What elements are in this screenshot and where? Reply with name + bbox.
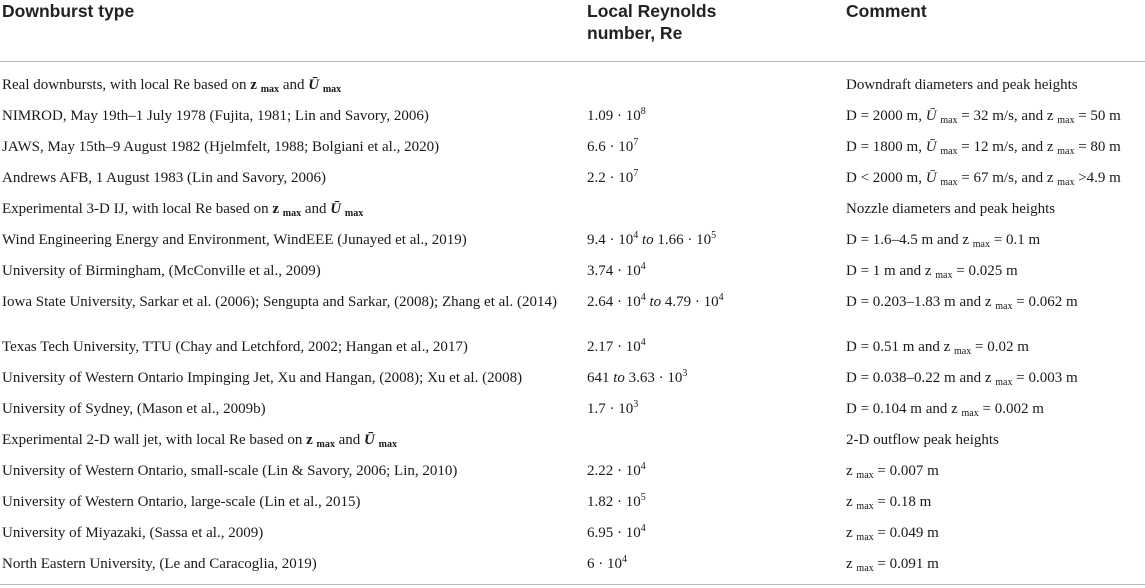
header-reynolds-line2: number, Re <box>587 23 683 43</box>
comment-cell: D = 1800 m, Ū $_{max}$ = 12 m/s, and z $_{max}$ = 80 m <box>846 139 1121 157</box>
downburst-type-cell: Iowa State University, Sarkar et al. (2006); Sengupta and Sarkar, (2008); Zhang et al. (2014) <box>2 294 557 310</box>
comment-cell: z $_{max}$ = 0.091 m <box>846 556 939 574</box>
reynolds-number-cell: $6 \cdot 10^4$ <box>587 554 627 572</box>
table-row <box>0 369 1145 400</box>
section-comment: 2-D outflow peak heights <box>846 432 999 448</box>
downburst-type-cell: JAWS, May 15th–9 August 1982 (Hjelmfelt, 1988; Bolgiani et al., 2020) <box>2 139 440 155</box>
downburst-type-cell: University of Birmingham, (McConville et al., 2009) <box>2 263 321 279</box>
table-row <box>0 231 1145 262</box>
reynolds-number-cell: $1.82 \cdot 10^5$ <box>587 492 646 510</box>
table-row <box>0 493 1145 524</box>
reynolds-number-cell: $9.4 \cdot 10^4$ to $1.66 \cdot 10^5$ <box>587 230 717 248</box>
table-row <box>0 555 1145 586</box>
comment-cell: D = 0.038–0.22 m and z $_{max}$ = 0.003 m <box>846 370 1078 388</box>
comment-cell: D < 2000 m, Ū $_{max}$ = 67 m/s, and z $_{max}$ >4.9 m <box>846 170 1121 188</box>
comment-cell: z $_{max}$ = 0.007 m <box>846 463 939 481</box>
comment-cell: D = 1.6–4.5 m and z $_{max}$ = 0.1 m <box>846 232 1041 250</box>
reynolds-number-cell: $6.95 \cdot 10^4$ <box>587 523 646 541</box>
comment-cell: D = 1 m and z $_{max}$ = 0.025 m <box>846 263 1018 281</box>
table-row <box>0 524 1145 555</box>
table-row <box>0 169 1145 200</box>
downburst-type-cell: North Eastern University, (Le and Caracoglia, 2019) <box>2 556 317 572</box>
downburst-type-cell: NIMROD, May 19th–1 July 1978 (Fujita, 1981; Lin and Savory, 2006) <box>2 108 429 124</box>
downburst-type-cell: University of Sydney, (Mason et al., 2009b) <box>2 401 266 417</box>
reynolds-number-cell: $6.6 \cdot 10^7$ <box>587 137 639 155</box>
downburst-type-cell: University of Western Ontario, large-scale (Lin et al., 2015) <box>2 494 361 510</box>
comment-cell: D = 0.203–1.83 m and z $_{max}$ = 0.062 m <box>846 294 1078 312</box>
section-title: Real downbursts, with local Re based on z $_{max}$ and Ū $_{max}$ <box>2 77 342 95</box>
comment-cell: z $_{max}$ = 0.18 m <box>846 494 932 512</box>
table-body <box>0 76 1145 586</box>
table-row <box>0 107 1145 138</box>
section-title: Experimental 3-D IJ, with local Re based on z $_{max}$ and Ū $_{max}$ <box>2 201 364 219</box>
downburst-type-cell: University of Miyazaki, (Sassa et al., 2009) <box>2 525 264 541</box>
comment-cell: D = 0.51 m and z $_{max}$ = 0.02 m <box>846 339 1029 357</box>
comment-cell: z $_{max}$ = 0.049 m <box>846 525 939 543</box>
table-row <box>0 138 1145 169</box>
reynolds-number-cell: $2.17 \cdot 10^4$ <box>587 337 646 355</box>
header-downburst-type: Downburst type <box>2 1 135 21</box>
reynolds-number-cell: $1.09 \cdot 10^8$ <box>587 106 646 124</box>
reynolds-number-cell: $2.22 \cdot 10^4$ <box>587 461 646 479</box>
table-row <box>0 338 1145 369</box>
table-row <box>0 400 1145 431</box>
downburst-type-cell: Andrews AFB, 1 August 1983 (Lin and Savory, 2006) <box>2 170 327 186</box>
reynolds-number-cell: $2.64 \cdot 10^4$ to $4.79 \cdot 10^4$ <box>587 292 724 310</box>
section-title: Experimental 2-D wall jet, with local Re based on z $_{max}$ and Ū $_{max}$ <box>2 432 397 450</box>
table-header <box>0 0 1145 62</box>
reynolds-number-cell: $2.2 \cdot 10^7$ <box>587 168 639 186</box>
comment-cell: D = 0.104 m and z $_{max}$ = 0.002 m <box>846 401 1044 419</box>
downburst-type-cell: Texas Tech University, TTU (Chay and Letchford, 2002; Hangan et al., 2017) <box>2 339 468 355</box>
table-row <box>0 262 1145 293</box>
comment-cell: D = 2000 m, Ū $_{max}$ = 32 m/s, and z $_{max}$ = 50 m <box>846 108 1121 126</box>
section-row <box>0 431 1145 462</box>
table-row <box>0 462 1145 493</box>
section-row <box>0 76 1145 107</box>
downburst-type-cell: University of Western Ontario Impinging Jet, Xu and Hangan, (2008); Xu et al. (2008) <box>2 370 523 386</box>
reynolds-number-cell: $1.7 \cdot 10^3$ <box>587 399 639 417</box>
header-reynolds-number <box>587 0 807 44</box>
reynolds-number-cell: $3.74 \cdot 10^4$ <box>587 261 646 279</box>
section-comment: Downdraft diameters and peak heights <box>846 77 1078 93</box>
reynolds-number-cell: 641 to $3.63 \cdot 10^3$ <box>587 368 688 386</box>
section-comment: Nozzle diameters and peak heights <box>846 201 1056 217</box>
header-comment: Comment <box>846 1 927 21</box>
downburst-type-cell: University of Western Ontario, small-scale (Lin & Savory, 2006; Lin, 2010) <box>2 463 458 479</box>
table-bottom-rule <box>0 584 1145 585</box>
table-row <box>0 293 1145 338</box>
downburst-type-cell: Wind Engineering Energy and Environment, WindEEE (Junayed et al., 2019) <box>2 232 467 248</box>
header-reynolds-line1: Local Reynolds <box>587 1 717 21</box>
section-row <box>0 200 1145 231</box>
